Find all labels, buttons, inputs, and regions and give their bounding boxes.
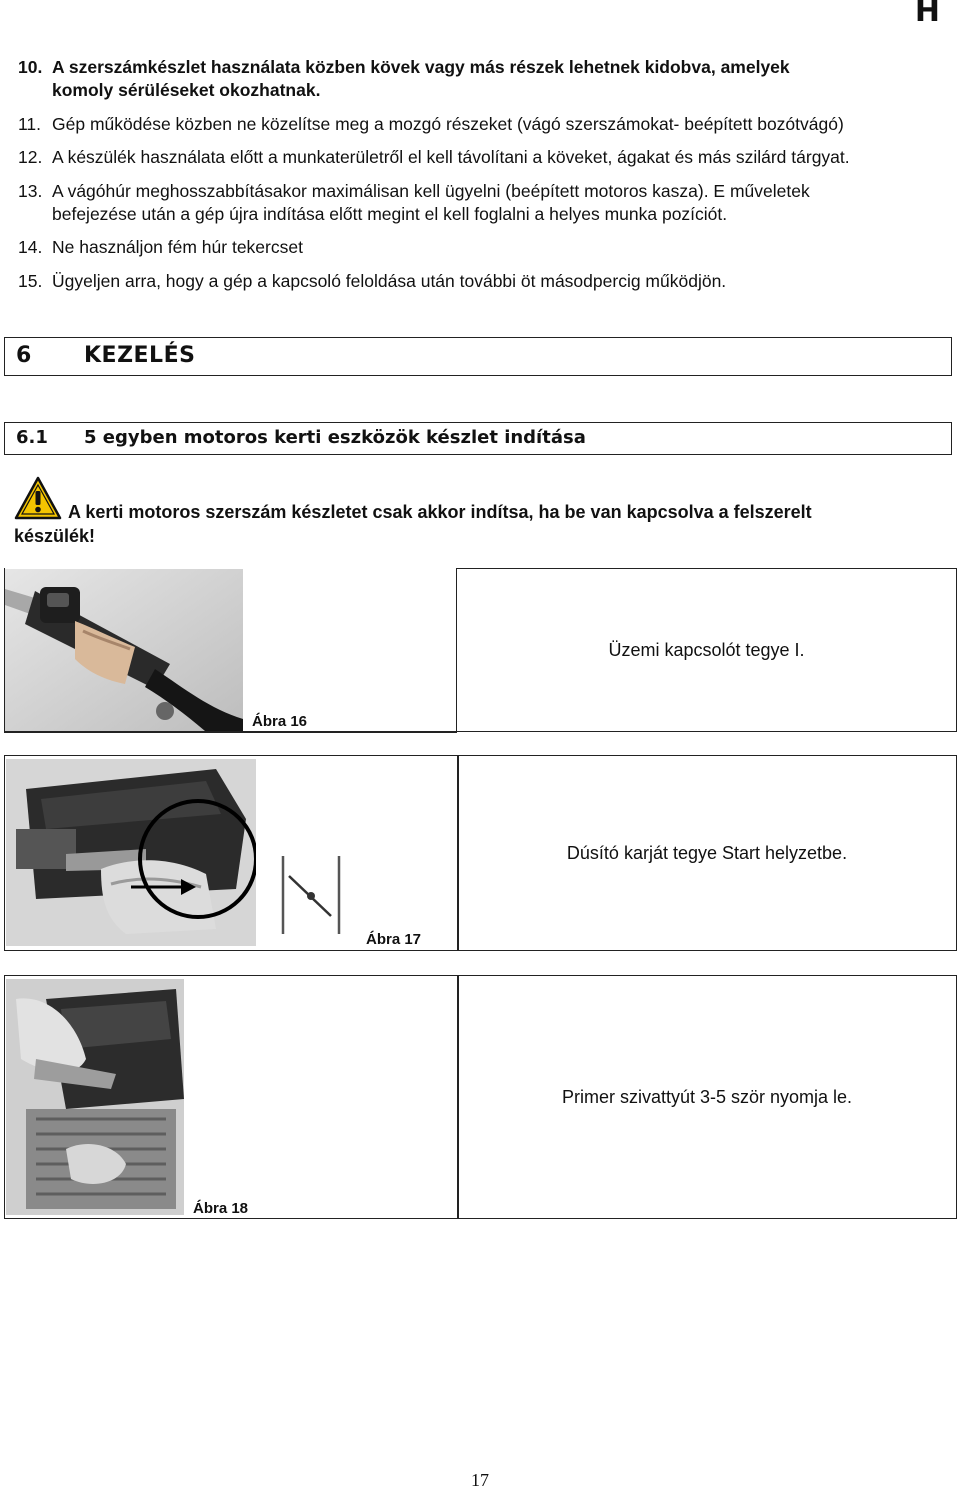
item-number: 11. [18, 114, 42, 134]
item-text-line: Ügyeljen arra, hogy a gép a kapcsoló feloldása után további öt másodpercig működjön. [52, 271, 727, 291]
list-item-11 [18, 113, 938, 136]
page-number: 17 [471, 1470, 489, 1490]
list-item-15 [18, 270, 938, 293]
item-number: 13. [18, 181, 43, 201]
choke-position-symbol-icon [275, 852, 347, 938]
item-text-line: A készülék használata előtt a munkaterületről el kell távolítani a köveket, ágakat és más szilárd tárgyat. [52, 147, 850, 167]
item-text-line: Ne használjon fém húr tekercset [52, 237, 303, 257]
figure-16-caption: Üzemi kapcsolót tegye I. [608, 639, 805, 660]
section-title: KEZELÉS [84, 343, 196, 368]
language-mark: H [914, 0, 940, 29]
warning-text-line: A kerti motoros szerszám készletet csak akkor indítsa, ha be van kapcsolva a felszerelt [68, 502, 812, 522]
list-item-10 [18, 56, 938, 102]
figure-17-caption-box [458, 756, 956, 950]
item-text-line: A vágóhúr meghosszabbításakor maximálisan kell ügyelni (beépített motoros kasza). E műveletek [52, 181, 810, 201]
section-number: 6 [16, 343, 32, 368]
figure-18-label: Ábra 18 [193, 1200, 249, 1217]
section-heading-6 [4, 337, 952, 376]
figure-17-caption: Dúsító karját tegye Start helyzetbe. [566, 842, 848, 863]
list-item-14 [18, 236, 938, 259]
figure-18-photo [6, 979, 184, 1215]
figure-18-caption-box [458, 976, 956, 1218]
item-number: 15. [18, 271, 43, 291]
section-heading-6-1 [4, 422, 952, 455]
figure-16-label: Ábra 16 [252, 713, 308, 730]
figure-16-bottom-rule [4, 731, 457, 733]
list-item-12 [18, 146, 938, 169]
item-text-line: komoly sérüléseket okozhatnak. [52, 80, 321, 100]
item-text-line: befejezése után a gép újra indítása előtt megint el kell foglalni a helyes munka pozíciót. [52, 204, 728, 224]
item-number: 12. [18, 147, 43, 167]
warning-text-line: készülék! [14, 526, 96, 546]
item-text-line: A szerszámkészlet használata közben kövek vagy más részek lehetnek kidobva, amelyek [52, 57, 790, 77]
section-title: 5 egyben motoros kerti eszközök készlet indítása [84, 427, 586, 448]
figure-17-label: Ábra 17 [366, 931, 422, 948]
figure-16-photo [5, 569, 243, 731]
choke-lever-illustration [6, 759, 256, 946]
item-text-line: Gép működése közben ne közelítse meg a mozgó részeket (vágó szerszámokat- beépített bozótvágó) [52, 114, 844, 134]
figure-16-caption-box [456, 568, 957, 732]
item-number: 10. [18, 57, 43, 77]
figure-18-caption: Primer szivattyút 3-5 ször nyomja le. [561, 1086, 853, 1107]
item-number: 14. [18, 237, 43, 257]
warning-triangle-icon [14, 476, 62, 520]
warning-notice [14, 476, 934, 548]
primer-bulb-illustration [6, 979, 184, 1215]
handle-switch-illustration [5, 569, 243, 731]
section-number: 6.1 [16, 427, 48, 448]
figure-17-photo [6, 759, 256, 946]
list-item-13 [18, 180, 938, 226]
